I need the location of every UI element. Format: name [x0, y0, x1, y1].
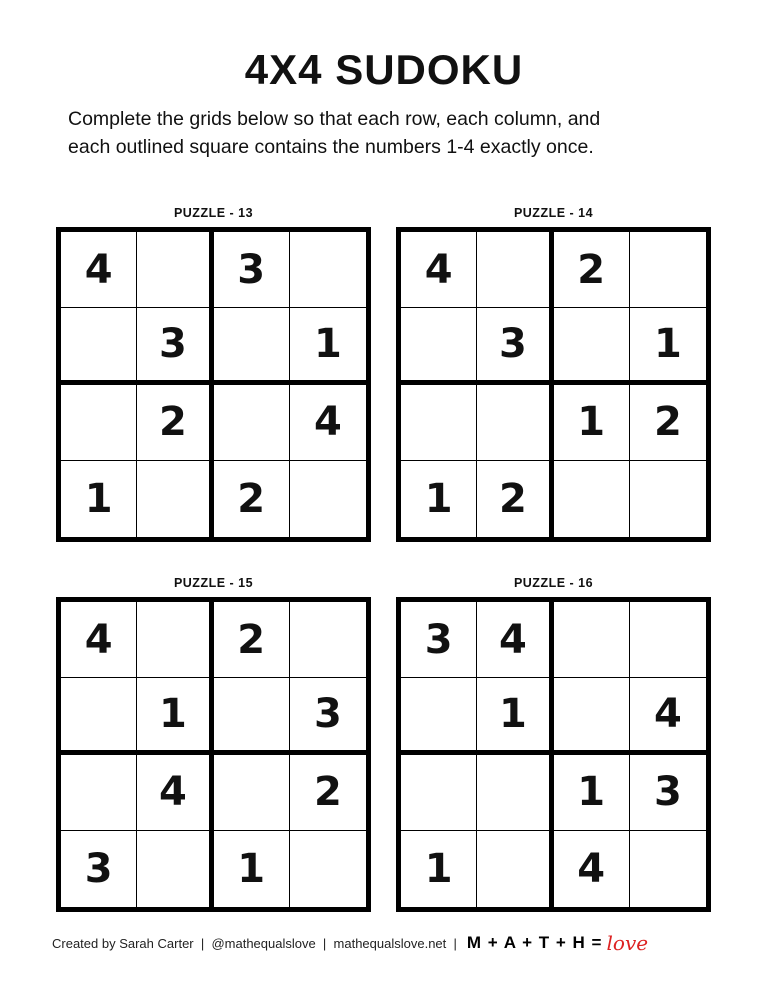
- grid-cell[interactable]: 3: [61, 831, 137, 907]
- love-logo: love: [606, 931, 649, 955]
- grid-cell[interactable]: [61, 755, 137, 831]
- grid-cell[interactable]: 2: [214, 602, 290, 678]
- grid-cell[interactable]: 1: [554, 385, 630, 461]
- grid-cell[interactable]: 4: [290, 385, 366, 461]
- grid-cell[interactable]: [290, 602, 366, 678]
- grid-cell[interactable]: [290, 232, 366, 308]
- grid-cell[interactable]: [214, 385, 290, 461]
- grid-cell[interactable]: [214, 678, 290, 754]
- puzzle-label: PUZZLE - 13: [173, 206, 254, 220]
- grid-cell[interactable]: [401, 755, 477, 831]
- grid-cell[interactable]: [554, 308, 630, 384]
- grid-cell[interactable]: [554, 461, 630, 537]
- instructions-line-2: each outlined square contains the numbers 1-4 exactly once.: [68, 136, 594, 158]
- grid-cell[interactable]: 3: [214, 232, 290, 308]
- sudoku-grid: [56, 227, 371, 542]
- grid-cell[interactable]: [554, 678, 630, 754]
- grid-cell[interactable]: 4: [61, 602, 137, 678]
- grid-cell[interactable]: [630, 831, 706, 907]
- grid-cell[interactable]: 1: [290, 308, 366, 384]
- grid-cell[interactable]: [630, 602, 706, 678]
- grid-cell[interactable]: 1: [630, 308, 706, 384]
- grid-cell[interactable]: [477, 385, 553, 461]
- instructions: [68, 105, 708, 161]
- grid-cell[interactable]: [290, 831, 366, 907]
- brand-logo: M + A + T + H =: [466, 933, 603, 952]
- grid-cell[interactable]: 1: [61, 461, 137, 537]
- grid-cell[interactable]: 2: [290, 755, 366, 831]
- grid-cell[interactable]: [137, 232, 213, 308]
- grid-cell[interactable]: [477, 831, 553, 907]
- grid-cell[interactable]: 1: [137, 678, 213, 754]
- footer: [52, 931, 648, 955]
- grid-cell[interactable]: 1: [477, 678, 553, 754]
- grid-cell[interactable]: 1: [554, 755, 630, 831]
- grid-cell[interactable]: 4: [630, 678, 706, 754]
- puzzle-label: PUZZLE - 14: [513, 206, 594, 220]
- grid-cell[interactable]: 2: [554, 232, 630, 308]
- grid-cell[interactable]: 4: [554, 831, 630, 907]
- grid-cell[interactable]: [137, 831, 213, 907]
- grid-cell[interactable]: 4: [401, 232, 477, 308]
- grid-cell[interactable]: [214, 308, 290, 384]
- grid-cell[interactable]: 3: [477, 308, 553, 384]
- sudoku-grid: [396, 227, 711, 542]
- puzzle-label: PUZZLE - 15: [173, 576, 254, 590]
- grid-cell[interactable]: [401, 308, 477, 384]
- grid-cell[interactable]: 1: [401, 461, 477, 537]
- grid-cell[interactable]: 3: [630, 755, 706, 831]
- grid-cell[interactable]: [137, 602, 213, 678]
- grid-cell[interactable]: [61, 308, 137, 384]
- grid-cell[interactable]: [630, 461, 706, 537]
- grid-cell[interactable]: [630, 232, 706, 308]
- grid-cell[interactable]: [554, 602, 630, 678]
- grid-cell[interactable]: 4: [137, 755, 213, 831]
- grid-cell[interactable]: [401, 678, 477, 754]
- page-title: 4X4 SUDOKU: [244, 46, 524, 93]
- grid-cell[interactable]: 1: [401, 831, 477, 907]
- grid-cell[interactable]: 2: [630, 385, 706, 461]
- grid-cell[interactable]: [137, 461, 213, 537]
- grid-cell[interactable]: [61, 678, 137, 754]
- grid-cell[interactable]: 2: [214, 461, 290, 537]
- instructions-line-1: Complete the grids below so that each row, each column, and: [68, 108, 601, 130]
- grid-cell[interactable]: 3: [401, 602, 477, 678]
- grid-cell[interactable]: 2: [137, 385, 213, 461]
- grid-cell[interactable]: [401, 385, 477, 461]
- grid-cell[interactable]: [477, 232, 553, 308]
- grid-cell[interactable]: 1: [214, 831, 290, 907]
- sudoku-grid: [396, 597, 711, 912]
- grid-cell[interactable]: 4: [61, 232, 137, 308]
- sudoku-grid: [56, 597, 371, 912]
- footer-credit: Created by Sarah Carter | @mathequalslove | mathequalslove.net |: [52, 935, 457, 951]
- grid-cell[interactable]: [477, 755, 553, 831]
- grid-cell[interactable]: 3: [137, 308, 213, 384]
- grid-cell[interactable]: 2: [477, 461, 553, 537]
- puzzle-label: PUZZLE - 16: [513, 576, 594, 590]
- grid-cell[interactable]: [290, 461, 366, 537]
- grid-cell[interactable]: [214, 755, 290, 831]
- grid-cell[interactable]: [61, 385, 137, 461]
- grid-cell[interactable]: 4: [477, 602, 553, 678]
- grid-cell[interactable]: 3: [290, 678, 366, 754]
